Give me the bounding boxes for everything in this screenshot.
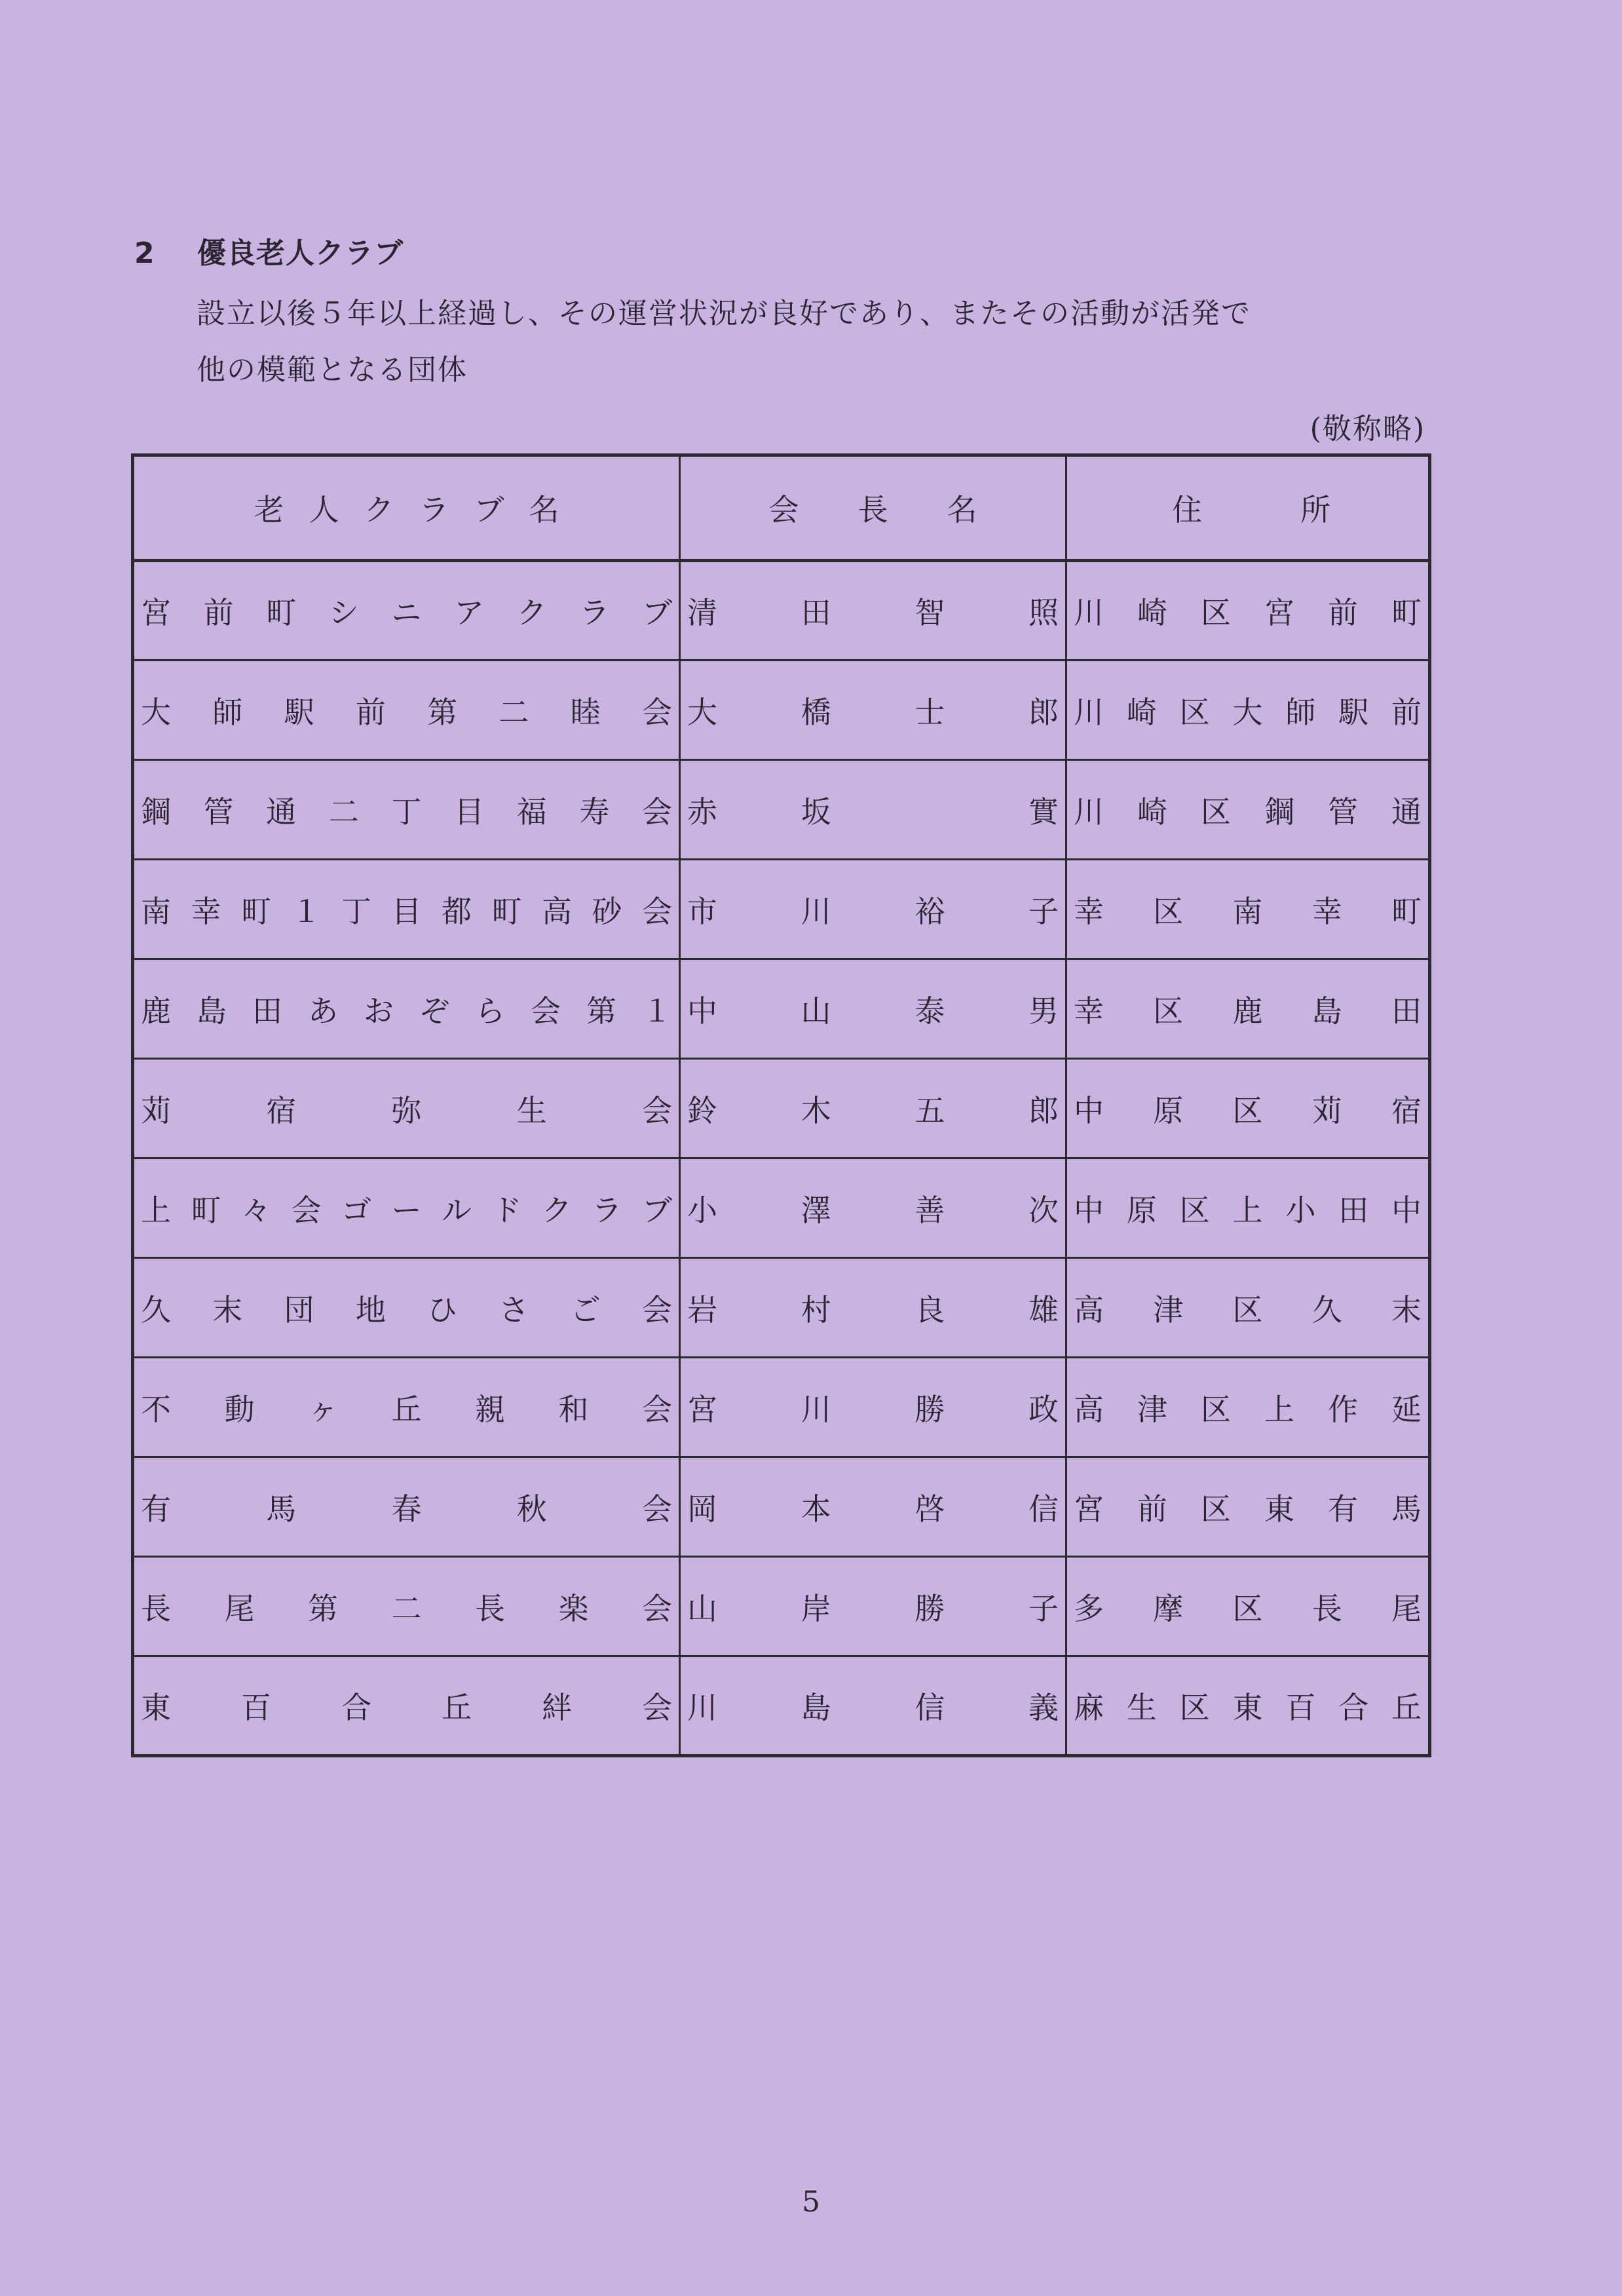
president-name-cell (680, 1059, 1066, 1158)
president-name-cell-text: 鈴 木 五 郎 (687, 1092, 1059, 1128)
president-name-cell-text: 市 川 裕 子 (687, 893, 1059, 929)
club-name-cell-text: 鹿 島 田 あ お ぞ ら 会 第 １ (141, 993, 672, 1029)
president-name-cell-text: 川 島 信 義 (687, 1690, 1059, 1725)
president-name-cell-text: 宮 川 勝 政 (687, 1391, 1059, 1427)
table-row (133, 1557, 1430, 1656)
club-name-cell-text: 東 百 合 丘 絆 会 (141, 1690, 672, 1725)
table-row (133, 1059, 1430, 1158)
address-cell (1066, 1059, 1430, 1158)
table-row (133, 860, 1430, 959)
section-heading (134, 229, 404, 271)
president-name-cell (680, 1557, 1066, 1656)
address-cell (1066, 1656, 1430, 1756)
president-name-cell (680, 1656, 1066, 1756)
address-cell-text: 幸 区 南 幸 町 (1074, 893, 1422, 929)
table-row (133, 1457, 1430, 1557)
president-name-cell-text: 小 澤 善 次 (687, 1192, 1059, 1228)
address-cell-text: 中 原 区 苅 宿 (1074, 1092, 1422, 1128)
address-cell (1066, 760, 1430, 860)
club-name-cell-text: 大 師 駅 前 第 二 睦 会 (141, 694, 672, 730)
club-name-cell (133, 561, 680, 660)
address-cell (1066, 1457, 1430, 1557)
club-name-cell (133, 760, 680, 860)
club-name-cell-text: 久 末 団 地 ひ さ ご 会 (141, 1292, 672, 1328)
address-cell-text: 中 原 区 上 小 田 中 (1074, 1192, 1422, 1228)
club-name-cell (133, 959, 680, 1059)
header-address: 住所 (1066, 455, 1430, 561)
club-name-cell (133, 1059, 680, 1158)
address-cell (1066, 959, 1430, 1059)
club-name-cell-text: 上 町 々 会 ゴ ー ル ド ク ラ ブ (141, 1192, 672, 1228)
address-cell-text: 川 崎 区 大 師 駅 前 (1074, 694, 1422, 730)
honorific-note: (敬称略) (1310, 412, 1425, 446)
president-name-cell (680, 860, 1066, 959)
table-header-row (133, 455, 1430, 561)
address-cell-text: 高 津 区 久 末 (1074, 1292, 1422, 1328)
president-name-cell-text: 岩 村 良 雄 (687, 1292, 1059, 1328)
club-name-cell (133, 660, 680, 760)
club-name-cell (133, 1158, 680, 1258)
club-name-cell-text: 鋼 管 通 二 丁 目 福 寿 会 (141, 794, 672, 830)
president-name-cell-text: 中 山 泰 男 (687, 993, 1059, 1029)
table-row (133, 760, 1430, 860)
club-name-cell (133, 1258, 680, 1358)
address-cell-text: 川 崎 区 鋼 管 通 (1074, 794, 1422, 830)
club-name-cell-text: 有 馬 春 秋 会 (141, 1491, 672, 1527)
description-line-1: 設立以後５年以上経過し、その運営状況が良好であり、またその活動が活発で (197, 297, 1251, 330)
club-name-cell (133, 1358, 680, 1457)
president-name-cell-text: 赤 坂 實 (687, 794, 1059, 830)
president-name-cell (680, 1258, 1066, 1358)
section-title: 優良老人クラブ (197, 237, 404, 270)
address-cell-text: 川 崎 区 宮 前 町 (1074, 595, 1422, 630)
table-row (133, 1158, 1430, 1258)
club-name-cell-text: 長 尾 第 二 長 楽 会 (141, 1590, 672, 1626)
address-cell-text: 宮 前 区 東 有 馬 (1074, 1491, 1422, 1527)
description-line-2: 他の模範となる団体 (197, 353, 468, 387)
table-row (133, 1358, 1430, 1457)
table-row (133, 561, 1430, 660)
president-name-cell (680, 561, 1066, 660)
president-name-cell-text: 岡 本 啓 信 (687, 1491, 1059, 1527)
address-cell (1066, 561, 1430, 660)
address-cell (1066, 1258, 1430, 1358)
president-name-cell (680, 1358, 1066, 1457)
table-row (133, 1656, 1430, 1756)
address-cell-text: 多 摩 区 長 尾 (1074, 1590, 1422, 1626)
club-name-cell (133, 1557, 680, 1656)
president-name-cell-text: 山 岸 勝 子 (687, 1590, 1059, 1626)
club-name-cell-text: 不 動 ヶ 丘 親 和 会 (141, 1391, 672, 1427)
president-name-cell (680, 660, 1066, 760)
address-cell (1066, 660, 1430, 760)
president-name-cell (680, 1158, 1066, 1258)
club-name-cell (133, 1457, 680, 1557)
header-club-name: 老人クラブ名 (133, 455, 680, 561)
address-cell (1066, 1158, 1430, 1258)
club-name-cell (133, 860, 680, 959)
header-president-name: 会長名 (680, 455, 1066, 561)
address-cell-text: 高 津 区 上 作 延 (1074, 1391, 1422, 1427)
address-cell (1066, 860, 1430, 959)
address-cell (1066, 1557, 1430, 1656)
president-name-cell-text: 清 田 智 照 (687, 595, 1059, 630)
section-number: 2 (134, 237, 155, 270)
address-cell (1066, 1358, 1430, 1457)
table-row (133, 1258, 1430, 1358)
address-cell-text: 麻 生 区 東 百 合 丘 (1074, 1690, 1422, 1725)
club-name-cell-text: 苅 宿 弥 生 会 (141, 1092, 672, 1128)
president-name-cell (680, 760, 1066, 860)
table-row (133, 959, 1430, 1059)
club-table (131, 453, 1431, 1757)
president-name-cell (680, 1457, 1066, 1557)
club-name-cell (133, 1656, 680, 1756)
president-name-cell-text: 大 橋 士 郎 (687, 694, 1059, 730)
address-cell-text: 幸 区 鹿 島 田 (1074, 993, 1422, 1029)
page-number: 5 (802, 2185, 820, 2219)
president-name-cell (680, 959, 1066, 1059)
club-name-cell-text: 宮 前 町 シ ニ ア ク ラ ブ (141, 595, 672, 630)
table-row (133, 660, 1430, 760)
club-name-cell-text: 南 幸 町 １ 丁 目 都 町 高 砂 会 (141, 893, 672, 929)
